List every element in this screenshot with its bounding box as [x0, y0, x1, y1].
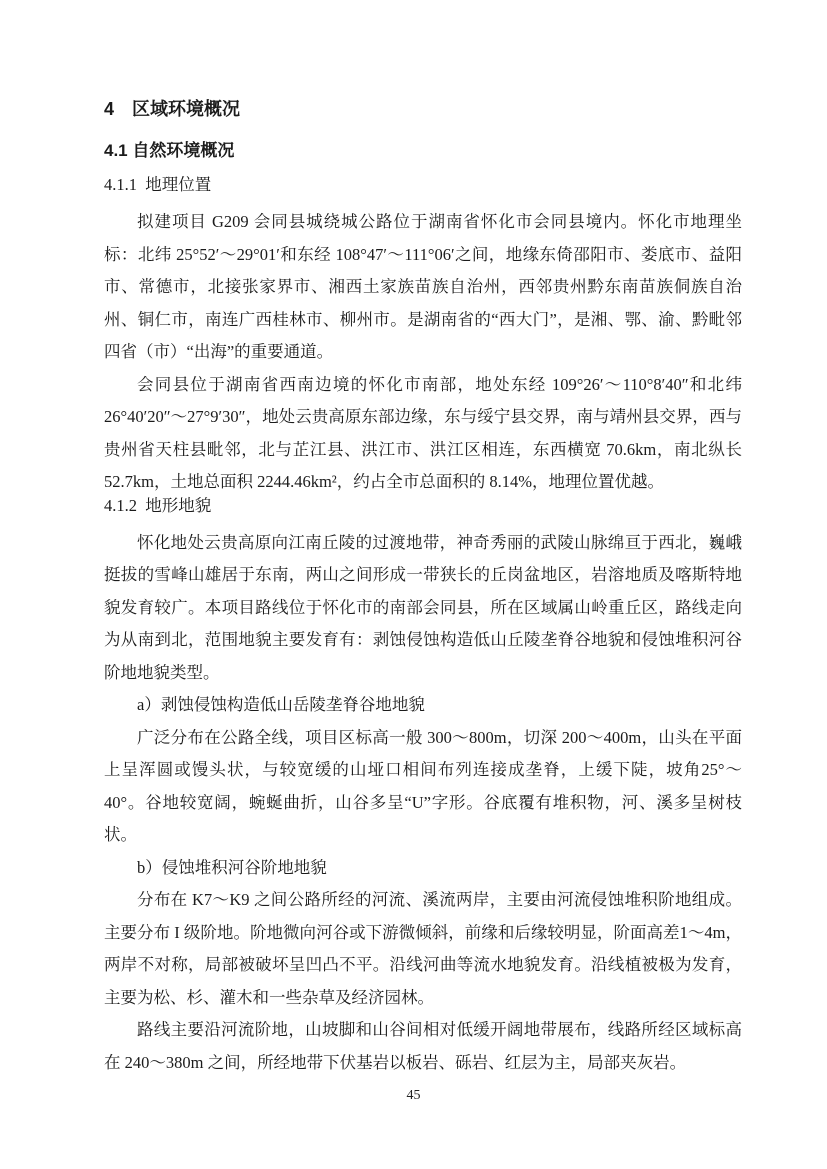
paragraph-landform-overview: 怀化地处云贵高原向江南丘陵的过渡地带，神奇秀丽的武陵山脉绵亘于西北，巍峨挺拔的雪峰山雄居于东南，两山之间形成一带狭长的丘岗盆地区，岩溶地质及喀斯特地貌发育较广。本项目路线位于怀化市的南部会同县，所在区域属山岭重丘区，路线走向为从南到北，范围地貌主要发育有：剥蚀侵蚀构造低山丘陵垄脊谷地貌和侵蚀堆积河谷阶地地貌类型。 [104, 532, 742, 682]
page-number: 45 [406, 1088, 421, 1103]
chapter-heading: 4 区域环境概况 [104, 99, 241, 119]
list-item-a: a）剥蚀侵蚀构造低山岳陵垄脊谷地地貌 [137, 695, 425, 714]
list-item-b: b）侵蚀堆积河谷阶地地貌 [137, 857, 327, 877]
subsection-heading-geography: 4.1.1 地理位置 [104, 175, 212, 194]
paragraph-item-a-detail: 广泛分布在公路全线，项目区标高一般 300～800m，切深 200～400m，山头在平面上呈浑圆或馒头状，与较宽缓的山垭口相间布列连接成垄脊，上缓下陡，坡角25°～40°。谷地较宽阔，蜿蜒曲折，山谷多呈“U”字形。谷底覆有堆积物，河、溪多呈树枝状。 [104, 727, 742, 844]
paragraph-item-b-detail: 分布在 K7～K9 之间公路所经的河流、溪流两岸，主要由河流侵蚀堆积阶地组成。主要分布 I 级阶地。阶地微向河谷或下游微倾斜，前缘和后缘较明显，阶面高差1～4m，两岸不对称，局部被破坏呈凹凸不平。沿线河曲等流水地貌发育。沿线植被极为发育，主要为松、杉、灌木和一些杂草及经济园林。 [104, 890, 742, 1007]
paragraph-project-location: 拟建项目 G209 会同县城绕城公路位于湖南省怀化市会同县境内。怀化市地理坐标：北纬 25°52′～29°01′和东经 108°47′～111°06′之间，地缘东倚邵阳市、娄底市、益阳市、常德市，北接张家界市、湘西土家族苗族自治州，西邻贵州黔东南苗族侗族自治州、铜仁市，南连广西桂林市、柳州市。是湖南省的“西大门”，是湘、鄂、渝、黔毗邻四省（市）“出海”的重要通道。 [104, 212, 742, 361]
document-content [104, 88, 742, 1079]
section-heading: 4.1 自然环境概况 [104, 141, 235, 160]
paragraph-county-location: 会同县位于湖南省西南边境的怀化市南部，地处东经 109°26′～110°8′40″和北纬26°40′20″～27°9′30″，地处云贵高原东部边缘，东与绥宁县交界，南与靖州县交界，西与贵州省天柱县毗邻，北与芷江县、洪江市、洪江区相连，东西横宽 70.6km，南北纵长 52.7km，土地总面积 2244.46km²，约占全市总面积的 8.14%，地理位置优越。 [104, 374, 742, 491]
subsection-heading-landform: 4.1.2 地形地貌 [104, 495, 212, 515]
paragraph-route-strata: 路线主要沿河流阶地，山坡脚和山谷间相对低缓开阔地带展布，线路所经区域标高在 240～380m 之间，所经地带下伏基岩以板岩、砾岩、红层为主，局部夹灰岩。 [104, 1020, 742, 1072]
